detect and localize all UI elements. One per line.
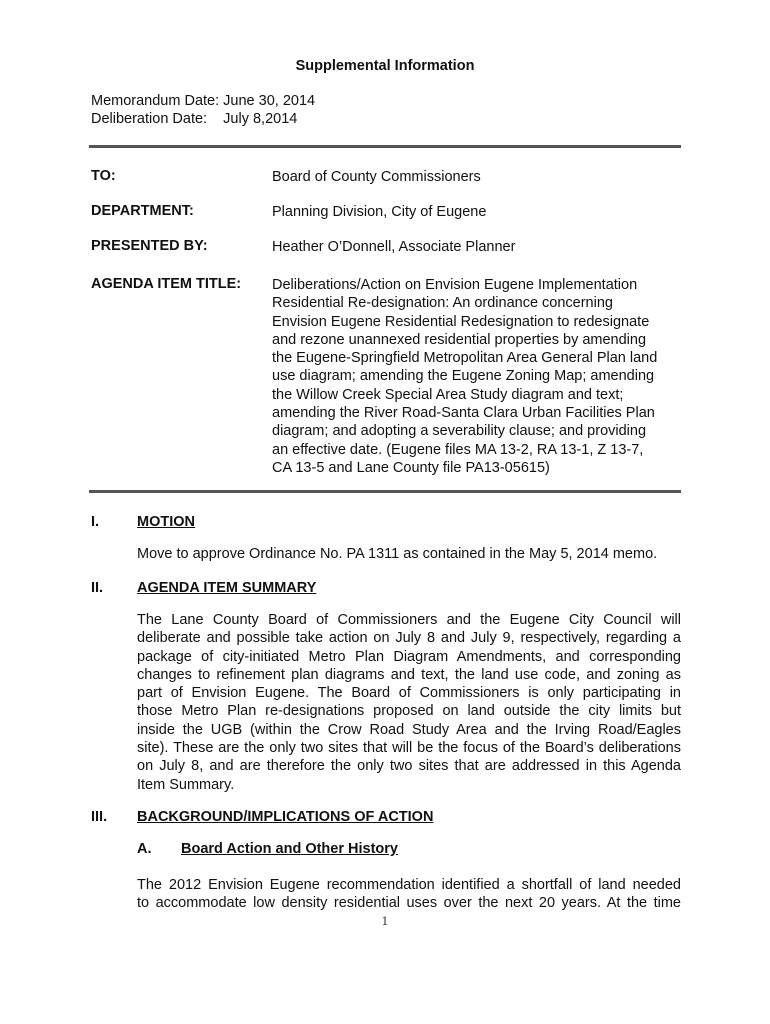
- background-line: The 2012 Envision Eugene recommendation identified a shortfall of land needed: [137, 877, 681, 893]
- summary-line: on July 8, and are therefore the only two sites that are addressed in this Agenda: [137, 758, 681, 775]
- summary-line: deliberate and possible take action on July 8 and July 9, respectively, regarding a: [137, 630, 681, 647]
- agenda-item-title-label: AGENDA ITEM TITLE:: [91, 276, 242, 292]
- summary-line: inside the UGB (within the Crow Road Study Area and the Irving Road/Eagles: [137, 721, 681, 738]
- summary-paragraph: [137, 611, 681, 794]
- department-label: DEPARTMENT:: [91, 203, 194, 219]
- agenda-title-line: an effective date. (Eugene files MA 13-2, RA 13-1, Z 13-7,: [272, 441, 644, 458]
- section-number-motion: I.: [91, 514, 100, 530]
- agenda-title-line: diagram; and adopting a severability clause; and providing: [272, 423, 647, 440]
- summary-line: package of city-initiated Metro Plan Diagram Amendments, and corresponding: [137, 648, 681, 665]
- summary-line: part of Envision Eugene. The Board of Commissioners is only participating in: [137, 685, 681, 702]
- presented-by-value: Heather O’Donnell, Associate Planner: [272, 239, 516, 255]
- background-line: to accommodate low density residential uses over the next 20 years. At the time: [137, 895, 681, 912]
- summary-line: The Lane County Board of Commissioners and the Eugene City Council will: [137, 612, 681, 628]
- agenda-title-line: Deliberations/Action on Envision Eugene Implementation: [272, 277, 638, 293]
- presented-by-label: PRESENTED BY:: [91, 238, 208, 254]
- document-title: Supplemental Information: [295, 58, 475, 74]
- background-paragraph: [137, 876, 681, 913]
- agenda-title-line: the Eugene-Springfield Metropolitan Area General Plan land: [272, 350, 658, 367]
- subsection-number-a: A.: [137, 841, 152, 857]
- motion-text: Move to approve Ordinance No. PA 1311 as contained in the May 5, 2014 memo.: [137, 546, 658, 562]
- to-value: Board of County Commissioners: [272, 169, 481, 185]
- section-heading-motion: MOTION: [137, 514, 195, 530]
- summary-line: Item Summary.: [137, 776, 235, 793]
- page-number: 1: [381, 915, 389, 928]
- agenda-title-line: amending the River Road-Santa Clara Urban Facilities Plan: [272, 405, 655, 422]
- summary-line: those Metro Plan re-designations proposed on land outside the city limits but: [137, 703, 681, 720]
- memorandum-date: Memorandum Date: June 30, 2014: [91, 93, 316, 109]
- department-value: Planning Division, City of Eugene: [272, 204, 487, 220]
- summary-line: changes to refinement plan diagrams and text, the land use code, and zoning as: [137, 666, 681, 683]
- section-heading-summary: AGENDA ITEM SUMMARY: [137, 580, 317, 596]
- section-number-background: III.: [91, 809, 108, 825]
- subsection-heading-board-action: Board Action and Other History: [181, 841, 398, 857]
- agenda-title-line: use diagram; amending the Eugene Zoning Map; amending: [272, 368, 655, 385]
- top-divider: [89, 145, 681, 148]
- agenda-title-line: Residential Re-designation: An ordinance concerning: [272, 295, 613, 312]
- bottom-divider: [89, 490, 681, 493]
- agenda-item-title-value: [272, 276, 692, 477]
- agenda-title-line: Envision Eugene Residential Redesignation to redesignate: [272, 313, 650, 330]
- agenda-title-line: and rezone unannexed residential properties by amending: [272, 331, 647, 348]
- agenda-title-line: the Willow Creek Special Area Study diagram and text;: [272, 386, 624, 403]
- deliberation-date: Deliberation Date: July 8,2014: [91, 111, 298, 127]
- summary-line: site). These are the only two sites that will be the focus of the Board’s deliberations: [137, 740, 681, 757]
- section-number-summary: II.: [91, 580, 104, 596]
- to-label: TO:: [91, 168, 116, 184]
- agenda-title-line: CA 13-5 and Lane County file PA13-05615): [272, 459, 550, 476]
- section-heading-background: BACKGROUND/IMPLICATIONS OF ACTION: [137, 809, 434, 825]
